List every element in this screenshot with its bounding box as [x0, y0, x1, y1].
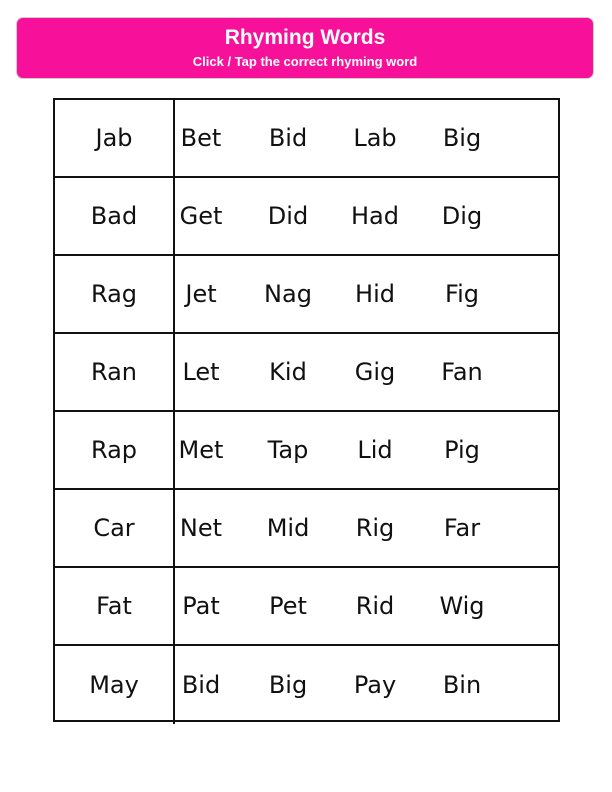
- target-word: Rap: [55, 412, 175, 488]
- answer-option[interactable]: Nag: [264, 280, 312, 308]
- table-row: [55, 646, 558, 724]
- answer-option[interactable]: Gig: [354, 358, 396, 386]
- answer-option[interactable]: Tap: [267, 436, 309, 464]
- answer-option[interactable]: Did: [267, 202, 309, 230]
- answer-option[interactable]: Dig: [441, 202, 483, 230]
- answer-option[interactable]: Bid: [181, 671, 221, 699]
- answer-option[interactable]: Big: [442, 124, 482, 152]
- target-word: Car: [55, 490, 175, 566]
- target-word: Rag: [55, 256, 175, 332]
- target-word: Jab: [55, 100, 175, 176]
- answer-option[interactable]: Fan: [441, 358, 483, 386]
- answer-option[interactable]: Met: [178, 436, 224, 464]
- target-word: Ran: [55, 334, 175, 410]
- answer-option[interactable]: Mid: [266, 514, 310, 542]
- table-row: [55, 178, 558, 256]
- header-banner: [16, 17, 594, 79]
- table-row: [55, 100, 558, 178]
- table-row: [55, 334, 558, 412]
- answer-option[interactable]: Get: [179, 202, 223, 230]
- target-word: Bad: [55, 178, 175, 254]
- answer-option[interactable]: Wig: [439, 592, 485, 620]
- answer-option[interactable]: Had: [351, 202, 399, 230]
- answer-option[interactable]: Fig: [445, 280, 479, 308]
- answer-option[interactable]: Pay: [353, 671, 397, 699]
- answer-option[interactable]: Pig: [444, 436, 480, 464]
- answer-option[interactable]: Rig: [355, 514, 395, 542]
- answer-option[interactable]: Jet: [185, 280, 217, 308]
- answer-option[interactable]: Bin: [442, 671, 482, 699]
- table-row: [55, 412, 558, 490]
- answer-option[interactable]: Far: [443, 514, 481, 542]
- answer-option[interactable]: Let: [182, 358, 220, 386]
- answer-option[interactable]: Lid: [357, 436, 393, 464]
- answer-option[interactable]: Lab: [353, 124, 397, 152]
- answer-option[interactable]: Hid: [355, 280, 395, 308]
- answer-option[interactable]: Pat: [182, 592, 220, 620]
- answer-option[interactable]: Net: [179, 514, 223, 542]
- answer-option[interactable]: Kid: [269, 358, 307, 386]
- answer-option[interactable]: Bid: [268, 124, 308, 152]
- table-row: [55, 256, 558, 334]
- instructions: Click / Tap the correct rhyming word: [192, 54, 418, 69]
- target-word: Fat: [55, 568, 175, 644]
- answer-option[interactable]: Pet: [269, 592, 307, 620]
- table-row: [55, 490, 558, 568]
- answer-option[interactable]: Bet: [180, 124, 222, 152]
- answer-option[interactable]: Big: [268, 671, 308, 699]
- table-row: [55, 568, 558, 646]
- answer-option[interactable]: Rid: [355, 592, 395, 620]
- page-title: Rhyming Words: [224, 26, 386, 49]
- rhyme-table: [53, 98, 560, 722]
- target-word: May: [55, 646, 175, 724]
